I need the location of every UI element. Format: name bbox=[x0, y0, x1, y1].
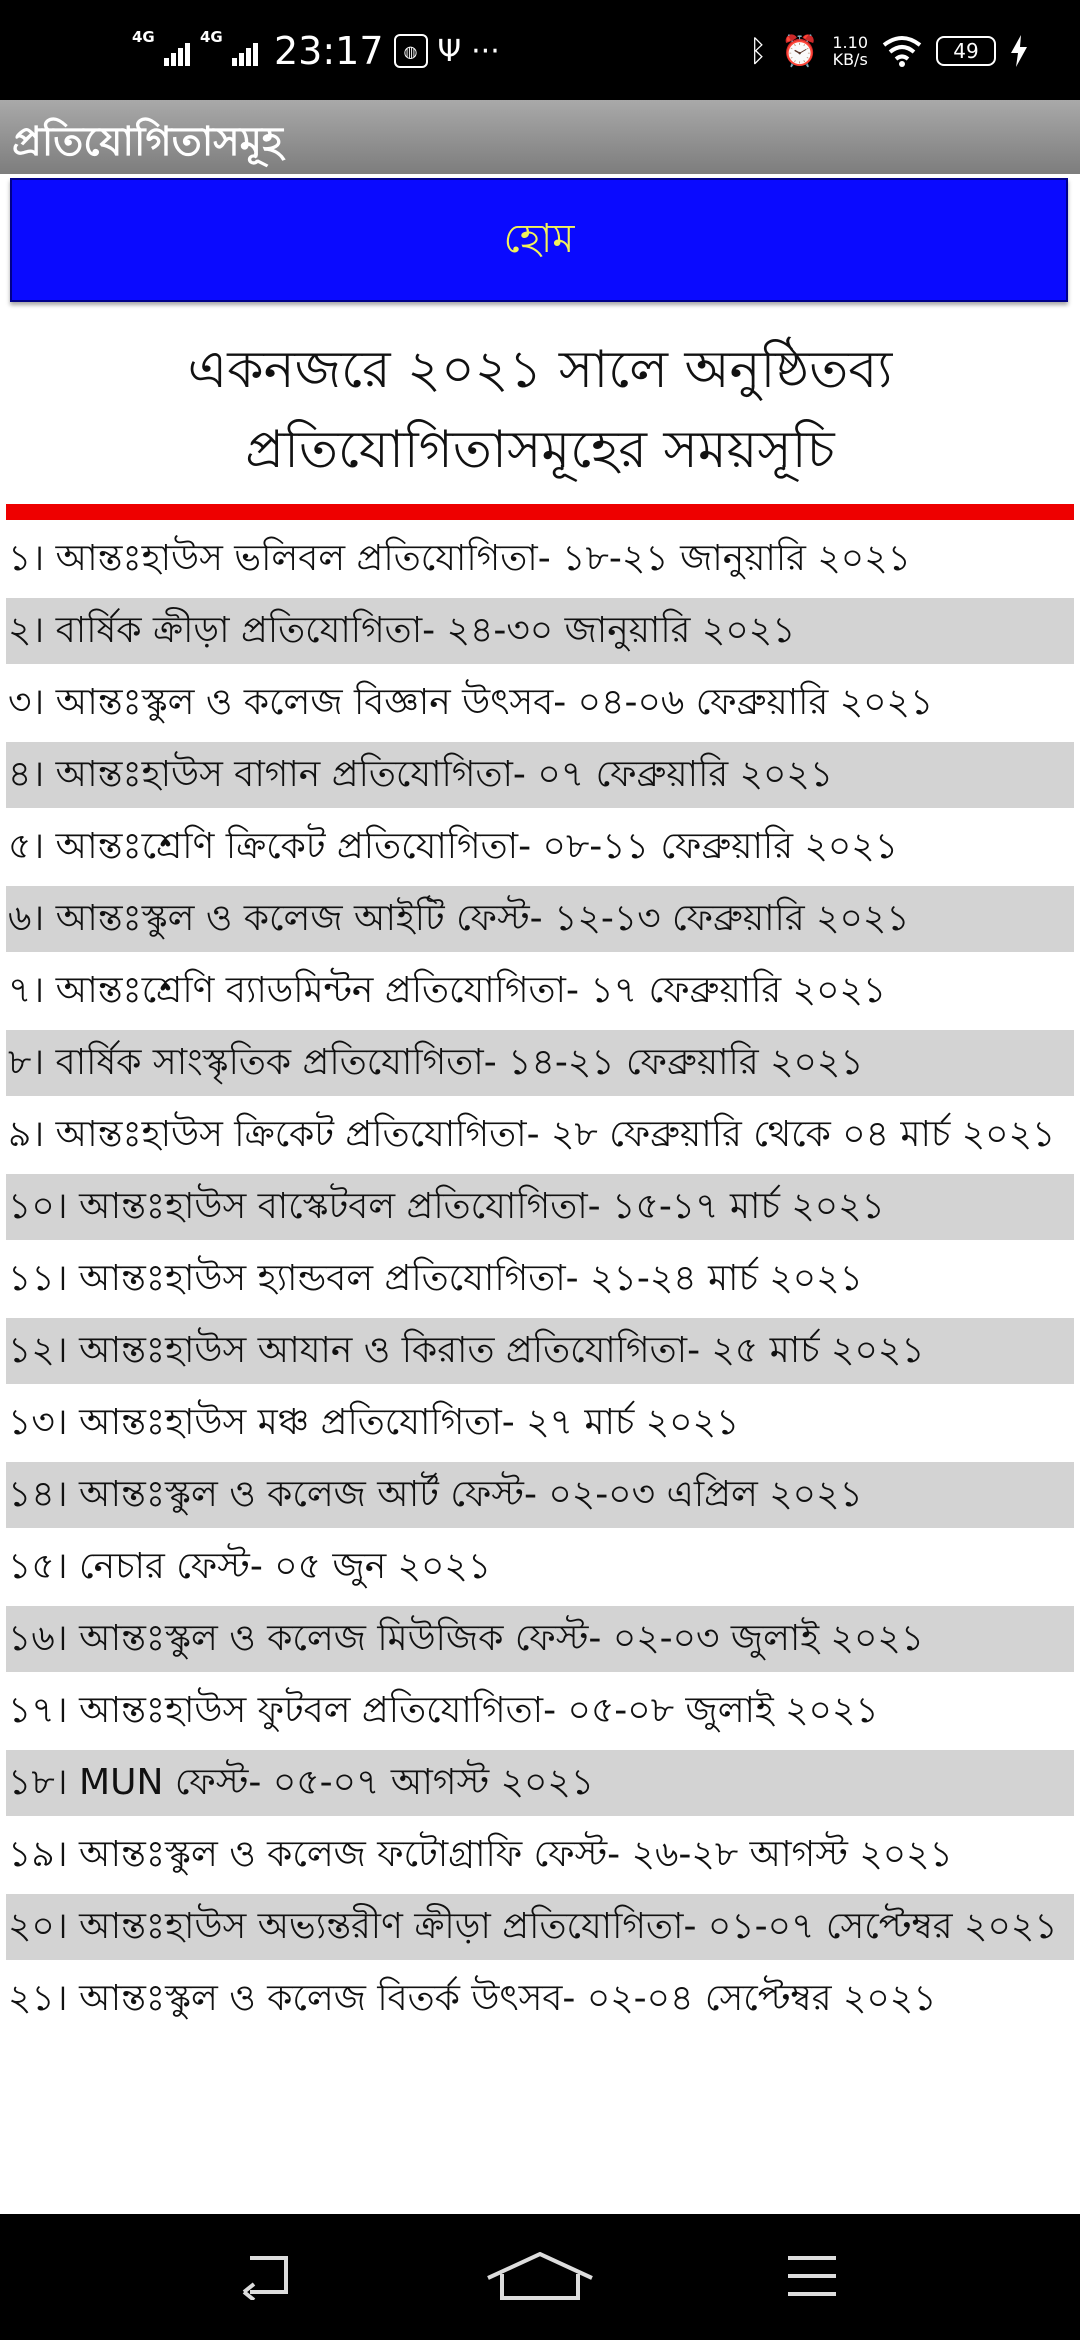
app-bar-title: প্রতিযোগিতাসমূহ bbox=[12, 119, 283, 165]
list-item: ১৫। নেচার ফেস্ট- ০৫ জুন ২০২১ bbox=[8, 1546, 492, 1587]
list-item: ১৪। আন্তঃস্কুল ও কলেজ আর্ট ফেস্ট- ০২-০৩ এপ্রিল ২০২১ bbox=[6, 1462, 1074, 1528]
usb-icon: Ψ bbox=[437, 33, 462, 69]
list-item: ৫। আন্তঃশ্রেণি ক্রিকেট প্রতিযোগিতা- ০৮-১১ ফেব্রুয়ারি ২০২১ bbox=[8, 826, 899, 867]
notification-box-icon: ◍ bbox=[394, 34, 428, 68]
heading-line-2: প্রতিযোগিতাসমূহের সময়সূচি bbox=[245, 420, 835, 480]
red-divider bbox=[6, 504, 1074, 520]
home-button[interactable] bbox=[10, 178, 1068, 302]
wifi-icon bbox=[882, 35, 922, 67]
list-item: ৪। আন্তঃহাউস বাগান প্রতিযোগিতা- ০৭ ফেব্রুয়ারি ২০২১ bbox=[6, 742, 1074, 808]
list-item: ১৬। আন্তঃস্কুল ও কলেজ মিউজিক ফেস্ট- ০২-০৩ জুলাই ২০২১ bbox=[6, 1606, 1074, 1672]
home-button-label: হোম bbox=[503, 215, 575, 262]
network-type-1: 4G bbox=[132, 28, 155, 46]
signal-icon bbox=[132, 28, 190, 66]
app-bar bbox=[0, 100, 1080, 174]
list-item: ১৭। আন্তঃহাউস ফুটবল প্রতিযোগিতা- ০৫-০৮ জুলাই ২০২১ bbox=[8, 1690, 879, 1731]
event-list bbox=[6, 526, 1074, 2038]
battery-level: 49 bbox=[953, 39, 979, 63]
page-heading bbox=[40, 330, 1040, 490]
list-item: ১০। আন্তঃহাউস বাস্কেটবল প্রতিযোগিতা- ১৫-১৭ মার্চ ২০২১ bbox=[6, 1174, 1074, 1240]
overflow-indicator: ··· bbox=[471, 33, 500, 69]
list-item: ২। বার্ষিক ক্রীড়া প্রতিযোগিতা- ২৪-৩০ জানুয়ারি ২০২১ bbox=[6, 598, 1074, 664]
list-item: ১। আন্তঃহাউস ভলিবল প্রতিযোগিতা- ১৮-২১ জানুয়ারি ২০২১ bbox=[8, 538, 911, 579]
list-item: ১৮। MUN ফেস্ট- ০৫-০৭ আগস্ট ২০২১ bbox=[6, 1750, 1074, 1816]
list-item: ৯। আন্তঃহাউস ক্রিকেট প্রতিযোগিতা- ২৮ ফেব্রুয়ারি থেকে ০৪ মার্চ ২০২১ bbox=[8, 1114, 1056, 1155]
battery-icon bbox=[936, 36, 996, 66]
list-item: ১১। আন্তঃহাউস হ্যান্ডবল প্রতিযোগিতা- ২১-২৪ মার্চ ২০২১ bbox=[8, 1258, 863, 1299]
status-left bbox=[132, 28, 500, 74]
back-icon[interactable] bbox=[240, 2252, 296, 2300]
navigation-bar bbox=[0, 2214, 1080, 2340]
bluetooth-icon: ᛒ bbox=[749, 33, 768, 69]
list-item: ১২। আন্তঃহাউস আযান ও কিরাত প্রতিযোগিতা- ২৫ মার্চ ২০২১ bbox=[6, 1318, 1074, 1384]
heading-line-1: একনজরে ২০২১ সালে অনুষ্ঠিতব্য bbox=[187, 340, 893, 400]
list-item: ৩। আন্তঃস্কুল ও কলেজ বিজ্ঞান উৎসব- ০৪-০৬ ফেব্রুয়ারি ২০২১ bbox=[8, 682, 934, 723]
charging-icon bbox=[1010, 35, 1028, 67]
clock: 23:17 bbox=[274, 29, 384, 73]
list-item: ৭। আন্তঃশ্রেণি ব্যাডমিন্টন প্রতিযোগিতা- ১৭ ফেব্রুয়ারি ২০২১ bbox=[8, 970, 887, 1011]
list-item: ৬। আন্তঃস্কুল ও কলেজ আইটি ফেস্ট- ১২-১৩ ফেব্রুয়ারি ২০২১ bbox=[6, 886, 1074, 952]
signal-icon-2 bbox=[200, 28, 258, 66]
list-item: ১৯। আন্তঃস্কুল ও কলেজ ফটোগ্রাফি ফেস্ট- ২৬-২৮ আগস্ট ২০২১ bbox=[8, 1834, 953, 1875]
menu-icon[interactable] bbox=[784, 2252, 840, 2300]
status-bar bbox=[0, 0, 1080, 100]
speed-value: 1.10 bbox=[832, 33, 868, 52]
list-item: ৮। বার্ষিক সাংস্কৃতিক প্রতিযোগিতা- ১৪-২১ ফেব্রুয়ারি ২০২১ bbox=[6, 1030, 1074, 1096]
list-item: ২১। আন্তঃস্কুল ও কলেজ বিতর্ক উৎসব- ০২-০৪ সেপ্টেম্বর ২০২১ bbox=[8, 1978, 937, 2019]
alarm-icon: ⏰ bbox=[781, 33, 819, 69]
network-type-2: 4G bbox=[200, 28, 223, 46]
list-item: ২০। আন্তঃহাউস অভ্যন্তরীণ ক্রীড়া প্রতিযোগিতা- ০১-০৭ সেপ্টেম্বর ২০২১ bbox=[6, 1894, 1074, 1960]
network-speed bbox=[832, 34, 868, 68]
speed-unit: KB/s bbox=[832, 50, 868, 69]
home-nav-icon[interactable] bbox=[484, 2252, 596, 2304]
list-item: ১৩। আন্তঃহাউস মঞ্চ প্রতিযোগিতা- ২৭ মার্চ ২০২১ bbox=[8, 1402, 740, 1443]
status-right bbox=[749, 28, 1028, 74]
